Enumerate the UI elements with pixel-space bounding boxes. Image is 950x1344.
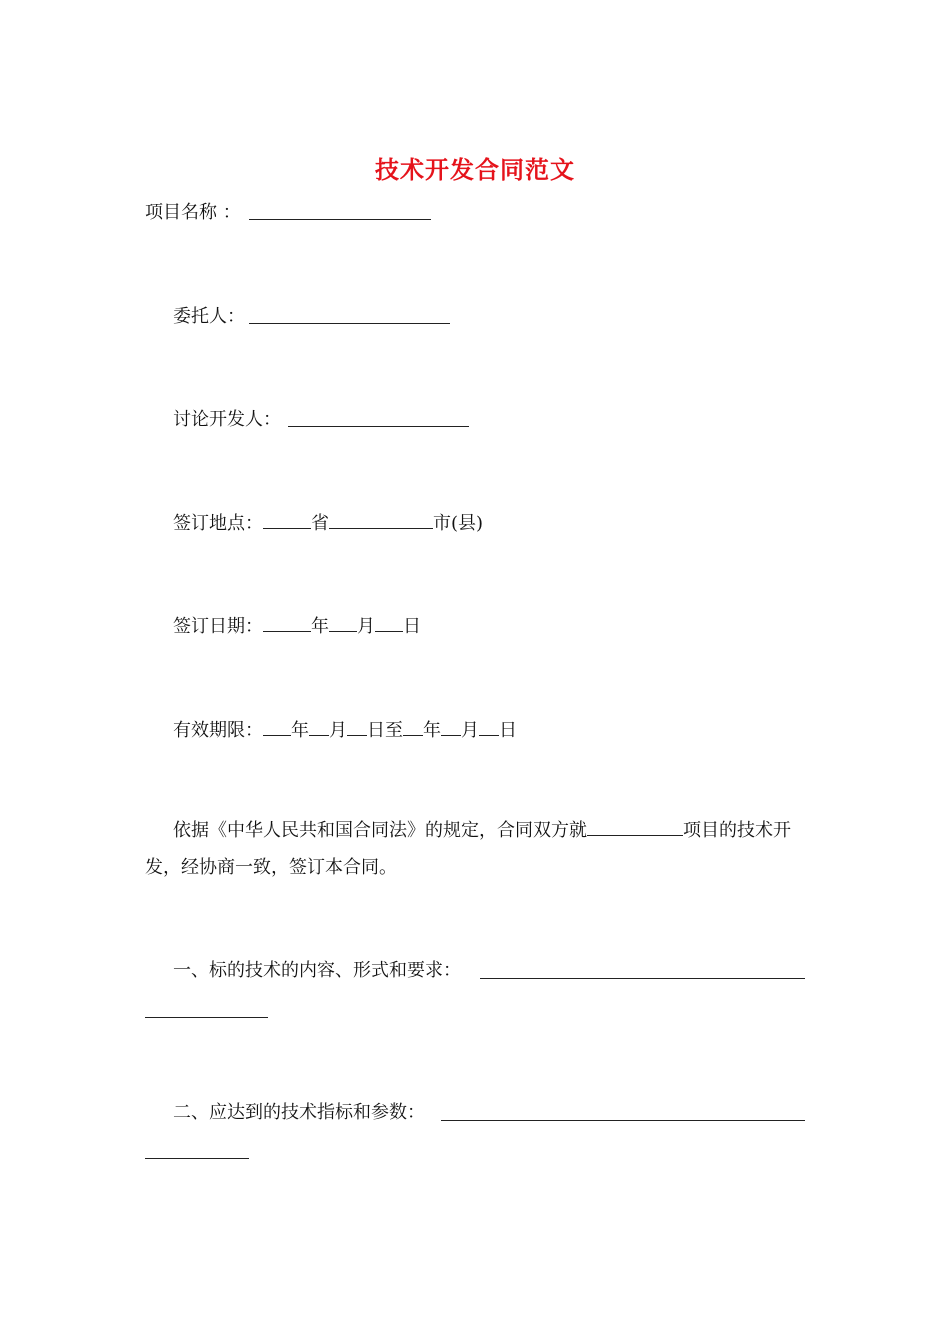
- start-year-label: 年: [291, 720, 309, 741]
- intro-paragraph: [145, 812, 805, 886]
- end-day-blank[interactable]: [479, 717, 499, 736]
- province-blank[interactable]: [263, 510, 311, 529]
- section-2-blank-continued[interactable]: [145, 1158, 249, 1159]
- section-2-blank[interactable]: [441, 1120, 805, 1121]
- client-label: 委托人：: [173, 306, 245, 327]
- project-name-label: 项目名称 ：: [145, 202, 241, 223]
- validity-line: [173, 717, 517, 744]
- start-month-blank[interactable]: [309, 717, 329, 736]
- year-label: 年: [311, 616, 329, 637]
- client-blank[interactable]: [249, 323, 450, 324]
- section-2-line: [173, 1100, 425, 1126]
- intro-text-3: 开发，经协商一致，签订本合同。: [145, 820, 791, 878]
- city-label: 市(县): [433, 513, 484, 534]
- project-blank[interactable]: [587, 817, 683, 836]
- end-day-label: 日: [499, 720, 517, 741]
- validity-label: 有效期限：: [173, 720, 263, 741]
- client-line: [173, 304, 245, 330]
- sign-day-blank[interactable]: [375, 613, 403, 632]
- sign-month-blank[interactable]: [329, 613, 357, 632]
- section-1-line: [173, 958, 461, 984]
- month-label: 月: [357, 616, 375, 637]
- sign-date-label: 签订日期：: [173, 616, 263, 637]
- province-label: 省: [311, 513, 329, 534]
- section-1-blank-continued[interactable]: [145, 1017, 268, 1018]
- project-name-line: [145, 200, 241, 226]
- day-label: 日: [403, 616, 421, 637]
- project-name-blank[interactable]: [249, 219, 431, 220]
- end-month-label: 月: [461, 720, 479, 741]
- developer-line: [173, 407, 281, 433]
- sign-place-line: [173, 510, 483, 537]
- end-year-label: 年: [423, 720, 441, 741]
- sign-date-line: [173, 613, 421, 640]
- end-month-blank[interactable]: [441, 717, 461, 736]
- document-title: 技术开发合同范文: [375, 155, 575, 184]
- intro-text-1: 依据《中华人民共和国合同法》的规定，合同双方就: [173, 820, 587, 841]
- developer-label: 讨论开发人：: [173, 409, 281, 430]
- end-year-blank[interactable]: [403, 717, 423, 736]
- sign-place-label: 签订地点：: [173, 513, 263, 534]
- section-2-label: 二、应达到的技术指标和参数：: [173, 1102, 425, 1123]
- to-label: 日至: [367, 720, 403, 741]
- city-blank[interactable]: [329, 510, 433, 529]
- sign-year-blank[interactable]: [263, 613, 311, 632]
- section-1-blank[interactable]: [480, 978, 805, 979]
- section-1-label: 一、标的技术的内容、形式和要求：: [173, 960, 461, 981]
- developer-blank[interactable]: [288, 426, 469, 427]
- start-month-label: 月: [329, 720, 347, 741]
- intro-text-2: 项目的技术: [683, 820, 773, 841]
- start-year-blank[interactable]: [263, 717, 291, 736]
- start-day-blank[interactable]: [347, 717, 367, 736]
